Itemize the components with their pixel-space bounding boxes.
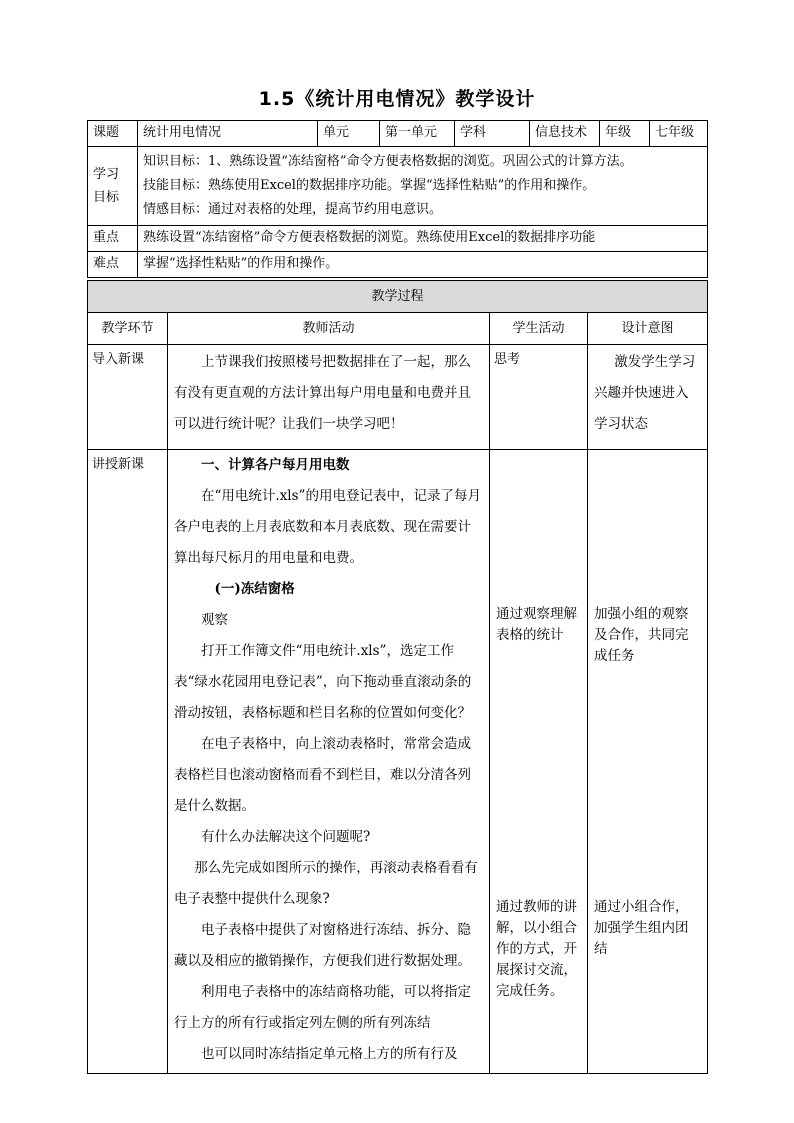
lesson-para-2: 打开工作簿文件“用电统计.xls”，选定工作表“绿水花园用电登记表”，向下拖动垂直滚动条的滑动按钮，表格标题和栏目名称的位置如何变化？ [174, 643, 472, 721]
key-point-label: 重点 [88, 226, 138, 252]
goal-knowledge: 知识目标：1、熟练设置“冻结窗格”命令方便表格数据的浏览。巩固公式的计算方法。 [143, 154, 633, 169]
lesson-teacher-cell [168, 450, 490, 1074]
process-heading: 教学过程 [88, 281, 708, 313]
lesson-para-4: 有什么办法解决这个问题呢? [201, 829, 371, 845]
lesson-student-1: 通过观察理解表格的统计 [496, 606, 577, 643]
intro-intent: 激发学生学习兴趣并快速进入学习状态 [594, 354, 696, 432]
page-title: 1.5《统计用电情况》教学设计 [258, 88, 536, 110]
goal-emotion: 情感目标：通过对表格的处理，提高节约用电意识。 [143, 202, 443, 217]
lesson-student-cell [490, 450, 588, 1074]
lesson-para-5: 那么先完成如图所示的操作，再滚动表格看看有电子表整中提供什么现象? [174, 860, 478, 907]
lesson-heading-1: 一、计算各户每月用电数 [201, 457, 350, 473]
subject-label: 学科 [455, 121, 530, 147]
lesson-intent-cell [588, 450, 708, 1074]
lesson-para-8: 也可以同时冻结指定单元格上方的所有行及 [201, 1046, 458, 1062]
intro-stage: 导入新课 [88, 345, 168, 450]
topic-value: 统计用电情况 [138, 121, 318, 147]
unit-value: 第一单元 [380, 121, 455, 147]
grade-label: 年级 [600, 121, 650, 147]
intro-teacher: 上节课我们按照楼号把数据排在了一起，那么有没有更直观的方法计算出每户用电量和电费并且可以进行统计呢？让我们一块学习吧！ [174, 354, 471, 432]
lesson-para-7: 利用电子表格中的冻结商格功能，可以将指定行上方的所有行或指定列左侧的所有列冻结 [174, 984, 471, 1031]
goals-label-line2: 目标 [93, 190, 120, 205]
col-stage: 教学环节 [88, 313, 168, 345]
lesson-intent-2: 通过小组合作，加强学生组内团结 [594, 899, 689, 957]
intro-student: 思考 [490, 345, 588, 450]
lesson-stage: 讲授新课 [88, 450, 168, 1074]
col-student: 学生活动 [490, 313, 588, 345]
lesson-student-2: 通过教师的讲解，以小组合作的方式，开展探讨交流，完成任务。 [496, 899, 577, 999]
unit-label: 单元 [318, 121, 380, 147]
lesson-para-observe: 观察 [201, 612, 228, 628]
goal-skill: 技能目标：熟练使用Excel的数据排序功能。掌握“选择性粘贴”的作用和操作。 [143, 178, 596, 193]
intro-intent-cell [588, 345, 708, 450]
col-teacher: 教师活动 [168, 313, 490, 345]
lesson-para-6: 电子表格中提供了对窗格进行冻结、拆分、隐藏以及相应的撤销操作，方便我们进行数据处理。 [174, 922, 471, 969]
lesson-heading-2: (一)冻结窗格 [214, 581, 295, 597]
difficulty-value: 掌握“选择性粘贴”的作用和操作。 [138, 252, 708, 278]
lesson-intent-1: 加强小组的观察及合作，共同完成任务 [594, 606, 689, 664]
subject-value: 信息技术 [530, 121, 600, 147]
grade-value: 七年级 [650, 121, 708, 147]
difficulty-label: 难点 [88, 252, 138, 278]
topic-label: 课题 [88, 121, 138, 147]
lesson-para-1: 在“用电统计.xls”的用电登记表中，记录了每月各户电表的上月表底数和本月表底数、现在需要计算出每尺标月的用电量和电费。 [174, 488, 481, 566]
goals-content [138, 147, 708, 226]
goals-label [88, 147, 138, 226]
key-point-value: 熟练设置“冻结窗格”命令方便表格数据的浏览。熟练使用Excel的数据排序功能 [138, 226, 708, 252]
goals-label-line1: 学习 [93, 167, 120, 182]
teaching-process-table [87, 280, 708, 1074]
lesson-para-3: 在电子表格中，向上滚动表格时，常常会造成表格栏目也滚动窗格而看不到栏目，难以分清各列是什么数据。 [174, 736, 471, 814]
intro-teacher-cell [168, 345, 490, 450]
col-intent: 设计意图 [588, 313, 708, 345]
lesson-info-table [87, 120, 708, 278]
